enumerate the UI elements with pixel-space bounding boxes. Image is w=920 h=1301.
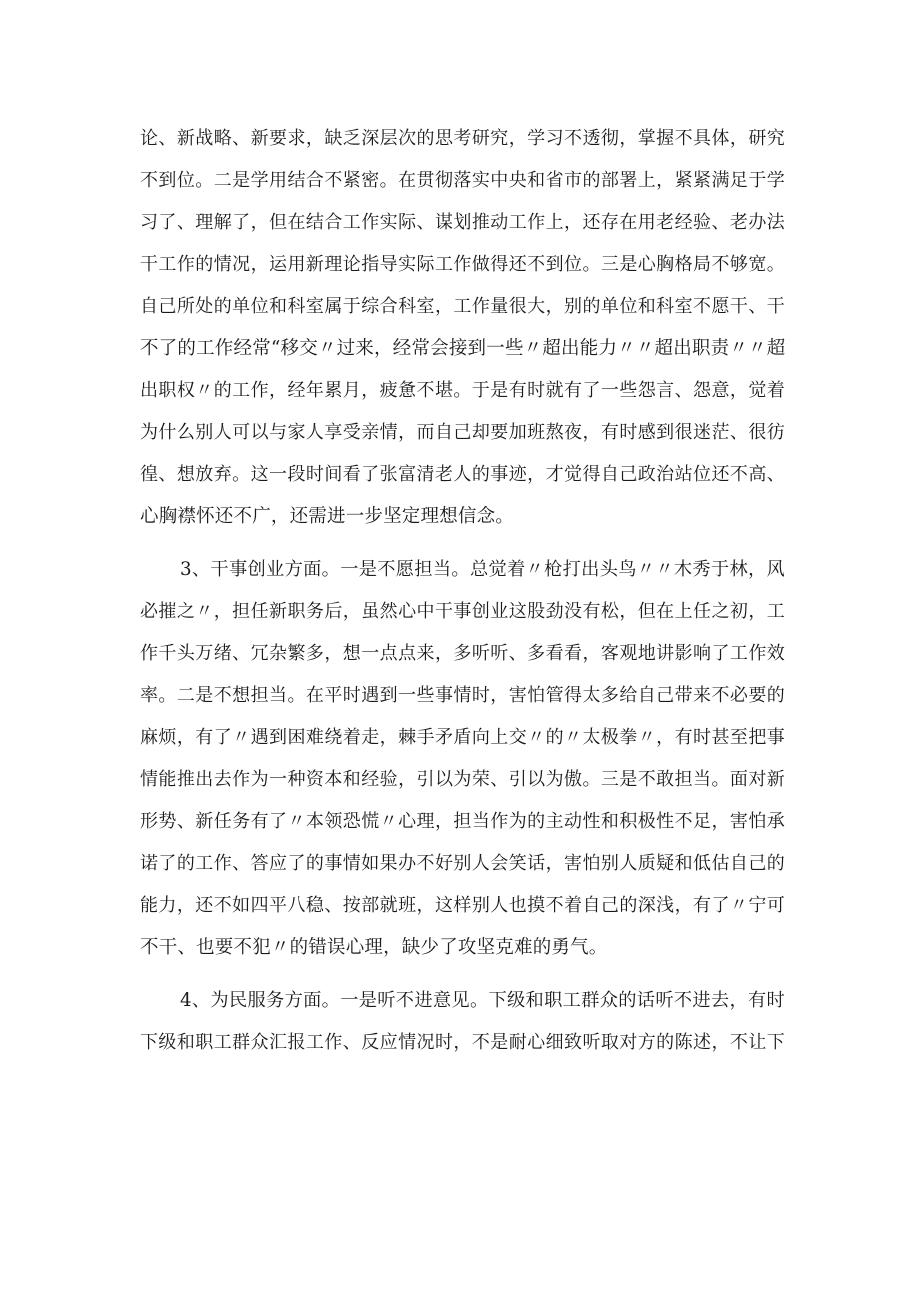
text-line: 形势、新任务有了〃本领恐慌〃心理，担当作为的主动性和积极性不足，害怕承 xyxy=(140,811,785,832)
text-line: 必摧之〃，担任新职务后，虽然心中干事创业这股劲没有松，但在上任之初，工 xyxy=(140,601,785,622)
text-line: 不到位。二是学用结合不紧密。在贯彻落实中央和省市的部署上，紧紧满足于学 xyxy=(140,170,785,191)
text-line: 麻烦，有了〃遇到困难绕着走，棘手矛盾向上交〃的〃太极拳〃，有时甚至把事 xyxy=(140,727,785,748)
text-line: 不干、也要不犯〃的错误心理，缺少了攻坚克难的勇气。 xyxy=(140,937,608,958)
text-line: 诺了的工作、答应了的事情如果办不好别人会笑话，害怕别人质疑和低估自己的 xyxy=(140,853,785,874)
text-line: 下级和职工群众汇报工作、反应情况时，不是耐心细致听取对方的陈述，不让下 xyxy=(140,1032,785,1053)
section-heading-line: 4、为民服务方面。一是听不进意见。下级和职工群众的话听不进去，有时 xyxy=(180,990,785,1011)
text-line: 作千头万绪、冗杂繁多，想一点点来，多听听、多看看，客观地讲影响了工作效 xyxy=(140,643,785,664)
text-line: 自己所处的单位和科室属于综合科室，工作量很大，别的单位和科室不愿干、干 xyxy=(140,296,785,317)
paragraph-spacer xyxy=(140,538,785,549)
text-line: 论、新战略、新要求，缺乏深层次的思考研究，学习不透彻，掌握不具体，研究 xyxy=(140,128,785,149)
text-line: 率。二是不想担当。在平时遇到一些事情时，害怕管得太多给自己带来不必要的 xyxy=(140,685,785,706)
paragraph-spacer xyxy=(140,969,785,980)
text-line: 不了的工作经常“移交〃过来，经常会接到一些〃超出能力〃〃超出职责〃〃超 xyxy=(140,338,786,359)
paragraph-study-issues xyxy=(140,118,785,538)
text-line: 出职权〃的工作，经年累月，疲惫不堪。于是有时就有了一些怨言、怨意，觉着 xyxy=(140,380,785,401)
text-line: 为什么别人可以与家人享受亲情，而自己却要加班熬夜，有时感到很迷茫、很彷 xyxy=(140,422,785,443)
paragraph-section-4 xyxy=(140,980,785,1064)
text-line: 徨、想放弃。这一段时间看了张富清老人的事迹，才觉得自己政治站位还不高、 xyxy=(140,464,785,485)
text-line: 心胸襟怀还不广，还需进一步坚定理想信念。 xyxy=(140,506,515,527)
text-line: 能力，还不如四平八稳、按部就班，这样别人也摸不着自己的深浅，有了〃宁可 xyxy=(140,895,785,916)
text-line: 情能推出去作为一种资本和经验，引以为荣、引以为傲。三是不敢担当。面对新 xyxy=(140,769,785,790)
text-line: 干工作的情况，运用新理论指导实际工作做得还不到位。三是心胸格局不够宽。 xyxy=(140,254,785,275)
paragraph-section-3 xyxy=(140,549,785,969)
document-body xyxy=(140,118,785,1064)
section-heading-line: 3、干事创业方面。一是不愿担当。总觉着〃枪打出头鸟〃〃木秀于林，风 xyxy=(180,559,785,580)
text-line: 习了、理解了，但在结合工作实际、谋划推动工作上，还存在用老经验、老办法 xyxy=(140,212,785,233)
